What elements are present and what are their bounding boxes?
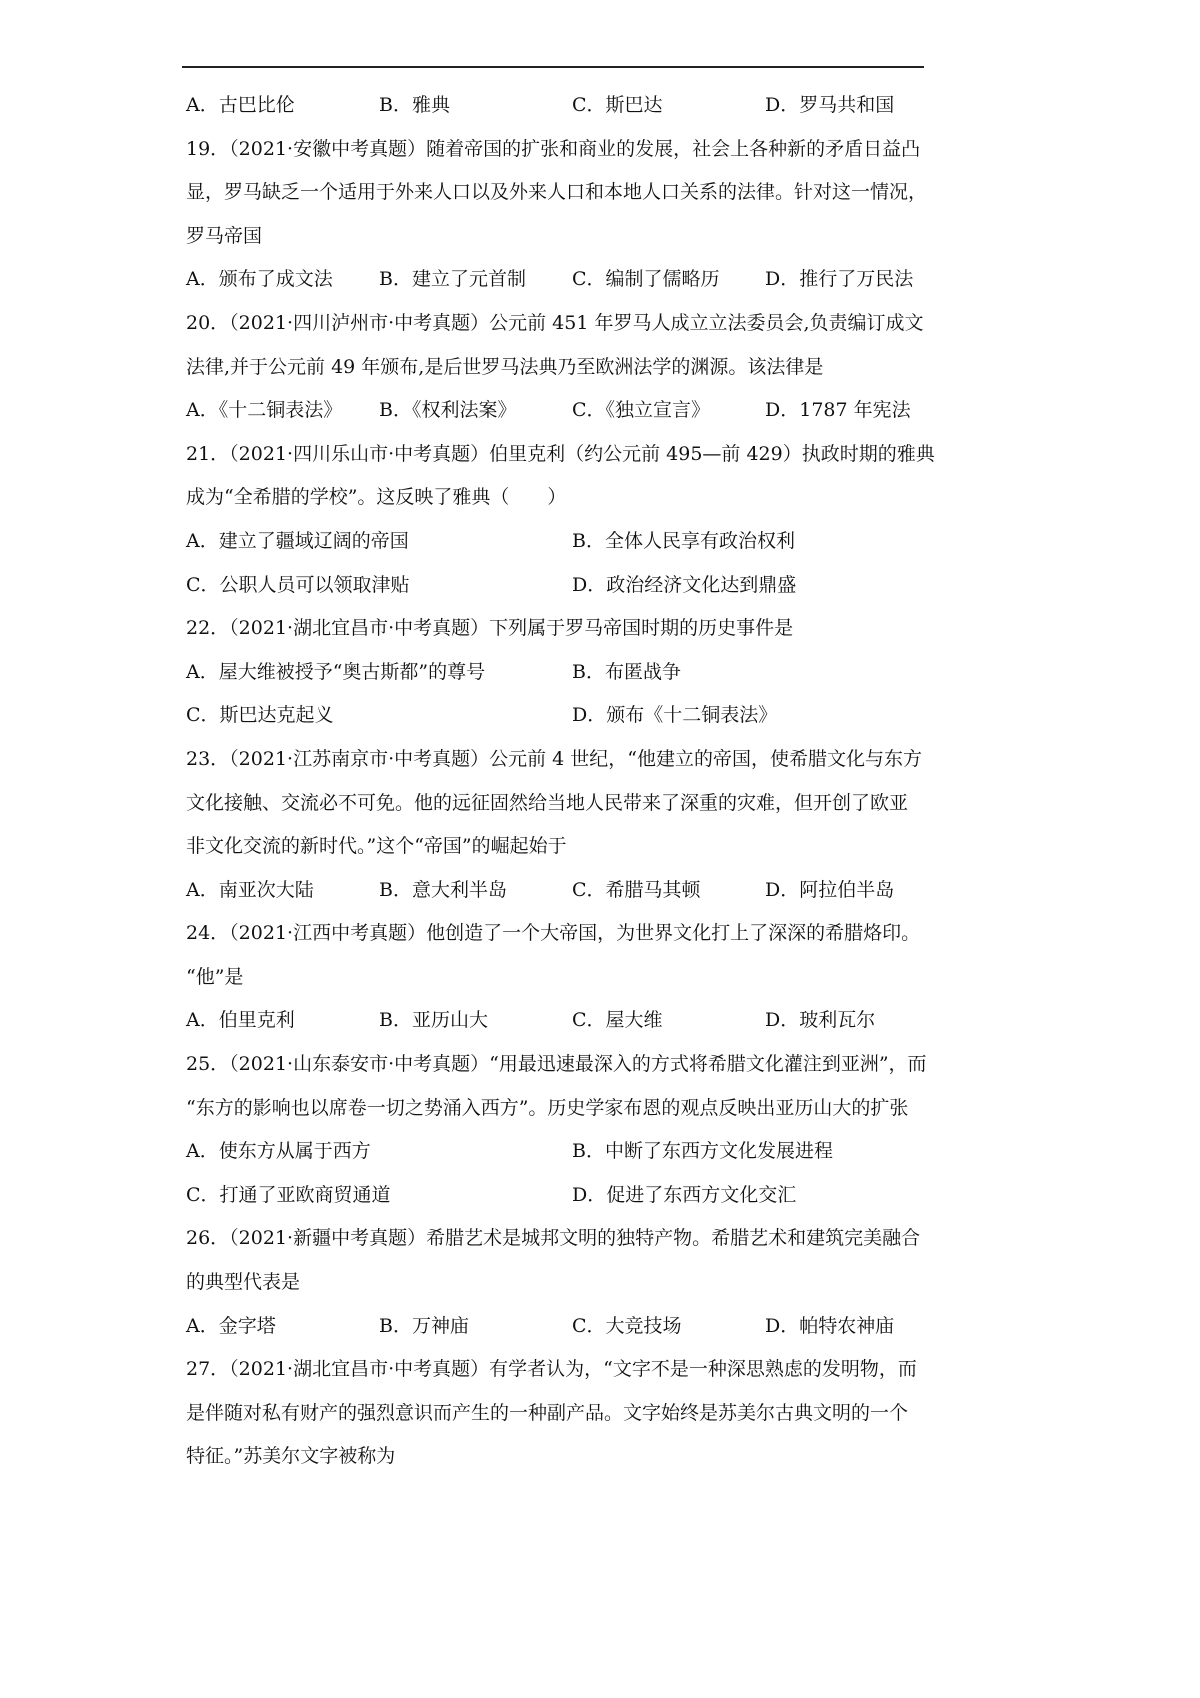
header-rule: [182, 66, 924, 68]
question-text-line: 19．（2021·安徽中考真题）随着帝国的扩张和商业的发展，社会上各种新的矛盾日益凸: [186, 137, 921, 160]
answer-options-row: [186, 999, 926, 1043]
answer-options-row: [186, 869, 926, 913]
question-text-line: 20．（2021·四川泸州市·中考真题）公元前 451 年罗马人成立立法委员会,负责编订成文: [186, 311, 924, 334]
question-text-line: “东方的影响也以席卷一切之势涌入西方”。历史学家布恩的观点反映出亚历山大的扩张: [186, 1096, 909, 1119]
question-text-line: 23．（2021·江苏南京市·中考真题）公元前 4 世纪，“他建立的帝国，使希腊文化与东方: [186, 747, 922, 770]
answer-option: A．金字塔: [186, 1314, 276, 1337]
answer-option: A．伯里克利: [186, 1009, 295, 1032]
question-text-line: 文化接触、交流必不可免。他的远征固然给当地人民带来了深重的灾难，但开创了欧亚: [186, 791, 909, 814]
answer-option: D．帕特农神庙: [765, 1314, 895, 1337]
question-text-line: “他”是: [186, 965, 244, 988]
answer-option: B．亚历山大: [379, 1009, 488, 1032]
answer-options-row: [186, 651, 926, 695]
answer-option: C．编制了儒略历: [572, 268, 720, 291]
answer-option: A．建立了疆域辽阔的帝国: [186, 529, 409, 552]
question-text-line: 显，罗马缺乏一个适用于外来人口以及外来人口和本地人口关系的法律。针对这一情况，: [186, 181, 928, 204]
answer-option: A．使东方从属于西方: [186, 1140, 371, 1163]
answer-option: B．万神庙: [379, 1314, 469, 1337]
question-list: [186, 84, 935, 1479]
question-text-line: 罗马帝国: [186, 224, 263, 247]
answer-option: B．建立了元首制: [379, 268, 526, 291]
answer-options-row: [186, 694, 926, 738]
answer-option: D．1787 年宪法: [765, 399, 911, 422]
answer-option: A．屋大维被授予“奥古斯都”的尊号: [186, 660, 486, 683]
answer-option: D．推行了万民法: [765, 268, 914, 291]
question-text-line: 成为“全希腊的学校”。这反映了雅典（ ）: [186, 486, 567, 509]
answer-options-row: [186, 1305, 926, 1349]
question-text-line: 25．（2021·山东泰安市·中考真题）“用最迅速最深入的方式将希腊文化灌注到亚洲”，而: [186, 1053, 927, 1076]
answer-option: B．《权利法案》: [379, 399, 517, 422]
answer-option: A．南亚次大陆: [186, 878, 314, 901]
question-text-line: 的典型代表是: [186, 1271, 301, 1294]
question-text-line: 非文化交流的新时代。”这个“帝国”的崛起始于: [186, 835, 567, 858]
answer-option: D．促进了东西方文化交汇: [572, 1183, 797, 1206]
answer-option: B．意大利半岛: [379, 878, 507, 901]
answer-option: C．希腊马其顿: [572, 878, 701, 901]
answer-option: B．中断了东西方文化发展进程: [572, 1140, 833, 1163]
answer-option: A．古巴比伦: [186, 94, 295, 116]
question-text-line: 26．（2021·新疆中考真题）希腊艺术是城邦文明的独特产物。希腊艺术和建筑完美融合: [186, 1227, 921, 1250]
question-text-line: 是伴随对私有财产的强烈意识而产生的一种副产品。文字始终是苏美尔古典文明的一个: [186, 1401, 909, 1424]
answer-option: C．屋大维: [572, 1009, 663, 1032]
answer-options-row: [186, 1130, 926, 1174]
answer-option: D．颁布《十二铜表法》: [572, 704, 778, 727]
answer-option: A．颁布了成文法: [186, 268, 333, 291]
answer-options-row: [186, 258, 926, 302]
answer-option: D．罗马共和国: [765, 94, 895, 116]
answer-option: C．《独立宣言》: [572, 399, 711, 422]
answer-option: C．斯巴达克起义: [186, 704, 334, 727]
answer-options-row: [186, 84, 926, 128]
question-text-line: 24．（2021·江西中考真题）他创造了一个大帝国，为世界文化打上了深深的希腊烙印。: [186, 922, 921, 945]
answer-option: C．打通了亚欧商贸通道: [186, 1183, 391, 1206]
answer-option: B．全体人民享有政治权利: [572, 529, 795, 552]
answer-option: C．公职人员可以领取津贴: [186, 573, 410, 596]
question-text-line: 22．（2021·湖北宜昌市·中考真题）下列属于罗马帝国时期的历史事件是: [186, 617, 794, 640]
answer-option: C．大竞技场: [572, 1314, 682, 1337]
question-text-line: 法律,并于公元前 49 年颁布,是后世罗马法典乃至欧洲法学的渊源。该法律是: [186, 355, 824, 378]
question-text-line: 21．（2021·四川乐山市·中考真题）伯里克利（约公元前 495—前 429）执政时期的雅典: [186, 442, 935, 465]
answer-option: A．《十二铜表法》: [186, 399, 343, 422]
answer-option: B．雅典: [379, 94, 450, 116]
answer-option: D．阿拉伯半岛: [765, 878, 895, 901]
answer-options-row: [186, 389, 926, 433]
answer-option: C．斯巴达: [572, 94, 663, 116]
answer-options-row: [186, 1174, 926, 1218]
answer-options-row: [186, 520, 926, 564]
answer-option: D．玻利瓦尔: [765, 1009, 876, 1032]
answer-option: D．政治经济文化达到鼎盛: [572, 573, 797, 596]
answer-option: B．布匿战争: [572, 660, 681, 683]
answer-options-row: [186, 564, 926, 608]
question-text-line: 特征。”苏美尔文字被称为: [186, 1445, 396, 1468]
question-text-line: 27．（2021·湖北宜昌市·中考真题）有学者认为，“文字不是一种深思熟虑的发明物，而: [186, 1358, 917, 1381]
